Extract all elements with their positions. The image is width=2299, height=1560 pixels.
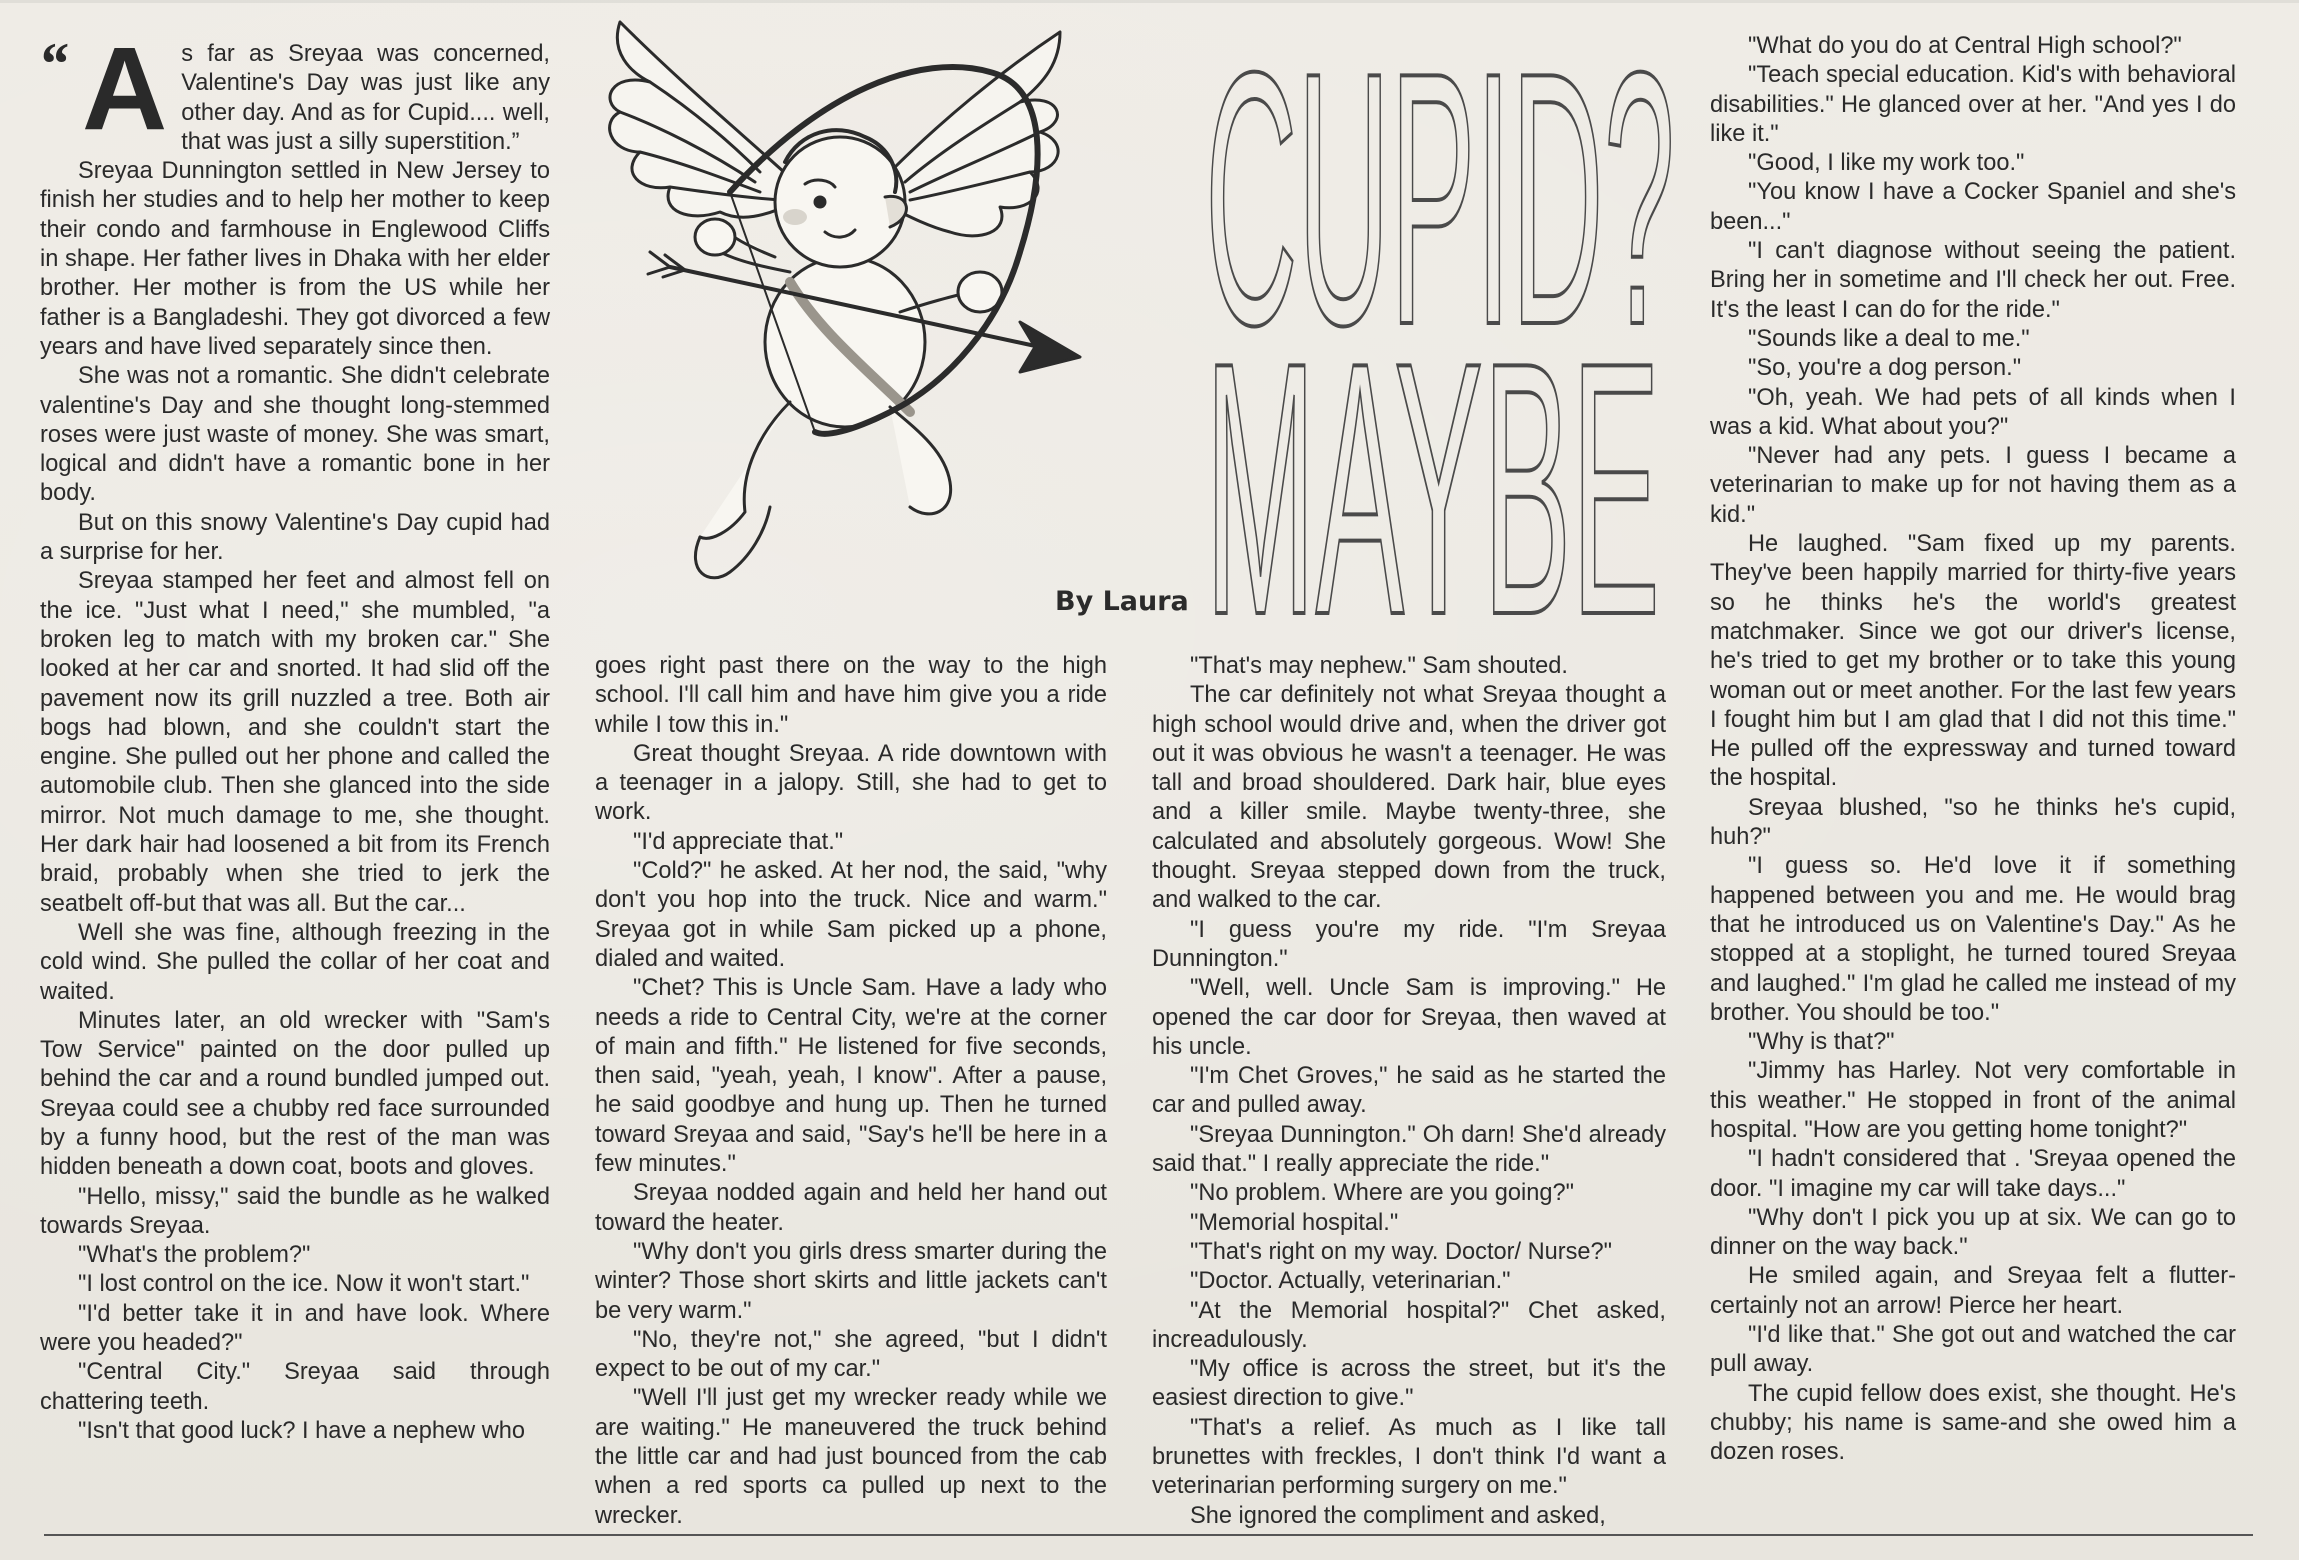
paragraph: "I lost control on the ice. Now it won't start."	[78, 1271, 530, 1298]
paragraph: "What's the problem?"	[78, 1242, 311, 1269]
paragraph: "Jimmy has Harley. Not very comfortable in this weather." He stopped in front of the animal hospital. "How are you getting home tonight?"	[1710, 1058, 2236, 1143]
paragraph: "Cold?" he asked. At her nod, the said, "why don't you hop into the truck. Nice and warm." Sreyaa got in while Sam picked up a phone, dialed and waited.	[595, 858, 1107, 972]
paragraph: "I hadn't considered that . 'Sreyaa opened the door. "I imagine my car will take days..."	[1710, 1146, 2236, 1202]
paragraph: Well she was fine, although freezing in the cold wind. She pulled the collar of her coat and waited.	[40, 919, 550, 1005]
paragraph: "That's a relief. As much as I like tall brunettes with freckles, I don't think I'd want a veterinarian performing surgery on me."	[1152, 1414, 1666, 1500]
paragraph: "So, you're a dog person."	[1748, 355, 2022, 382]
paragraph: goes right past there on the way to the high school. I'll call him and have him give you a ride while I tow this in."	[595, 653, 1107, 738]
paragraph: "Why don't I pick you up at six. We can go to dinner on the way back."	[1710, 1204, 2236, 1261]
article-column-2	[595, 652, 1107, 1531]
paragraph: "Doctor. Actually, veterinarian."	[1190, 1268, 1511, 1295]
paragraph: "I can't diagnose without seeing the patient. Bring her in sometime and I'll check her out. Free. It's the least I can do for the ride."	[1710, 238, 2236, 323]
page-edge	[0, 0, 2299, 3]
paragraph: "I guess you're my ride. "I'm Sreyaa Dunnington."	[1152, 916, 1666, 972]
cupid-with-bow-and-arrow-icon	[590, 12, 1150, 642]
paragraph: s far as Sreyaa was concerned, Valentine's Day was just like any other day. And as for Cupid.... well, that was just a silly superstition.”	[181, 41, 550, 155]
paragraph: "Chet? This is Uncle Sam. Have a lady who needs a ride to Central City, we're at the corner of main and fifth." He listened for five seconds, then said, "yeah, yeah, I know". After a pause, he said goodbye and hung up. Then he turned toward Sreyaa and said, "Say's he'll be here in a few minutes."	[595, 975, 1107, 1178]
paragraph: "Never had any pets. I guess I became a veterinarian to make up for not having them as a kid."	[1710, 443, 2236, 528]
paragraph: "Why is that?"	[1748, 1029, 1895, 1056]
paragraph: "My office is across the street, but it's the easiest direction to give."	[1152, 1356, 1666, 1412]
paragraph: Sreyaa stamped her feet and almost fell on the ice. "Just what I need," she mumbled, "a broken leg to match with my broken car." She looked at her car and snorted. It had slid off the pavement now its grill nuzzled a tree. Both air bogs had blown, and she couldn't start the engine. She pulled out her phone and called the automobile club. Then she glanced into the side mirror. Not much damage to me, she thought. Her dark hair had loosened a bit from its French braid, probably when she tried to jerk the seatbelt off-but that was all. But the car...	[40, 568, 550, 917]
article-opening	[38, 23, 550, 157]
paragraph: The car definitely not what Sreyaa thought a high school would drive and, when the driver got out it was obvious he wasn't a teenager. He was tall and broad shouldered. Dark hair, blue eyes and a killer smile. Maybe twenty-three, she calculated and absolutely gorgeous. Wow! She thought. Sreyaa stepped down from the truck, and walked to the car.	[1152, 682, 1666, 914]
paragraph: "You know I have a Cocker Spaniel and she's been..."	[1710, 179, 2236, 235]
paragraph: "Good, I like my work too."	[1748, 150, 2025, 177]
paragraph: "I'd appreciate that."	[633, 828, 844, 855]
paragraph: "Memorial hospital."	[1190, 1209, 1399, 1236]
paragraph: He smiled again, and Sreyaa felt a flutter-certainly not an arrow! Pierce her heart.	[1710, 1263, 2236, 1319]
paragraph: "Well, well. Uncle Sam is improving." He opened the car door for Sreyaa, then waved at his uncle.	[1152, 975, 1666, 1060]
paragraph: She was not a romantic. She didn't celebrate valentine's Day and she thought long-stemmed roses were just waste of money. She was smart, logical and didn't have a romantic bone in her body.	[40, 363, 550, 507]
paragraph: "I'm Chet Groves," he said as he started the car and pulled away.	[1152, 1063, 1666, 1119]
paragraph: Sreyaa nodded again and held her hand out toward the heater.	[595, 1180, 1107, 1236]
paragraph: "Well I'll just get my wrecker ready while we are waiting." He maneuvered the truck behind the little car and had just bounced from the cab when a red sports ca pulled up next to the wrecker.	[595, 1385, 1107, 1529]
paragraph: The cupid fellow does exist, she thought. He's chubby; his name is same-and she owed him a dozen roses.	[1710, 1380, 2236, 1466]
paragraph: "I'd like that." She got out and watched the car pull away.	[1710, 1322, 2236, 1378]
paragraph: "I guess so. He'd love it if something happened between you and me. He would brag that he introduced us on Valentine's Day." As he stopped at a stoplight, he turned toured Sreyaa and laughed." I'm glad he called me instead of my brother. You should be too."	[1710, 853, 2236, 1026]
article-column-1	[38, 23, 550, 1446]
paragraph: Sreyaa Dunnington settled in New Jersey to finish her studies and to help her mother to keep their condo and farmhouse in Englewood Cliffs in shape. Her father lives in Dhaka with her elder brother. Her mother is from the US while her father is a Bangladeshi. They got divorced a few years and have lived separately since then.	[40, 158, 550, 360]
paragraph: "What do you do at Central High school?"	[1748, 33, 2182, 59]
paragraph: "That's may nephew." Sam shouted.	[1190, 653, 1568, 679]
bottom-rule	[44, 1534, 2253, 1536]
headline-line-2: MAYBE	[1205, 288, 1660, 618]
paragraph: "Teach special education. Kid's with behavioral disabilities." He glanced over at her. "And yes I do like it."	[1710, 62, 2236, 147]
paragraph: Minutes later, an old wrecker with "Sam's Tow Service" painted on the door pulled up behind the car and a round bundled jumped out. Sreyaa could see a chubby red face surrounded by a funny hood, but the rest of the man was hidden beneath a down coat, boots and gloves.	[40, 1007, 550, 1181]
article-column-3	[1152, 652, 1666, 1531]
paragraph: "Hello, missy," said the bundle as he walked towards Sreyaa.	[40, 1183, 550, 1239]
drop-cap: A	[82, 23, 168, 155]
paragraph: Sreyaa blushed, "so he thinks he's cupid, huh?"	[1710, 794, 2236, 851]
paragraph: "No problem. Where are you going?"	[1190, 1180, 1574, 1207]
paragraph: "Sreyaa Dunnington." Oh darn! She'd already said that." I really appreciate the ride."	[1152, 1121, 1666, 1178]
headline-line-1: CUPID?	[1205, 38, 1675, 400]
paragraph: "I'd better take it in and have look. Where were you headed?"	[40, 1300, 550, 1357]
paragraph: "No, they're not," she agreed, "but I didn't expect to be out of my car."	[595, 1326, 1107, 1383]
paragraph: "Isn't that good luck? I have a nephew who	[78, 1417, 526, 1444]
headline	[1205, 38, 1675, 618]
paragraph: He laughed. "Sam fixed up my parents. They've been happily married for thirty-five years so he thinks he's the world's greatest matchmaker. Since we got our driver's license, he's tried to get my brother or to take this young woman out or meet another. For the last few years I fought him but I am glad that I did not this time." He pulled off the expressway and turned toward the hospital.	[1710, 531, 2236, 792]
article-column-4	[1710, 32, 2236, 1468]
paragraph: "At the Memorial hospital?" Chet asked, increadulously.	[1152, 1297, 1666, 1353]
byline: By Laura	[1055, 586, 1189, 617]
paragraph: "Oh, yeah. We had pets of all kinds when I was a kid. What about you?"	[1710, 384, 2236, 440]
paragraph: "Why don't you girls dress smarter during the winter? Those short skirts and little jackets can't be very warm."	[595, 1238, 1107, 1324]
paragraph: But on this snowy Valentine's Day cupid had a surprise for her.	[40, 509, 550, 566]
paragraph: "That's right on my way. Doctor/ Nurse?"	[1190, 1238, 1613, 1265]
paragraph: "Sounds like a deal to me."	[1748, 325, 2030, 352]
paragraph: Great thought Sreyaa. A ride downtown with a teenager in a jalopy. Still, she had to get to work.	[595, 740, 1107, 826]
paragraph: "Central City." Sreyaa said through chattering teeth.	[40, 1359, 550, 1415]
paragraph: She ignored the compliment and asked,	[1190, 1502, 1606, 1529]
opening-quote-mark: “	[38, 31, 68, 97]
